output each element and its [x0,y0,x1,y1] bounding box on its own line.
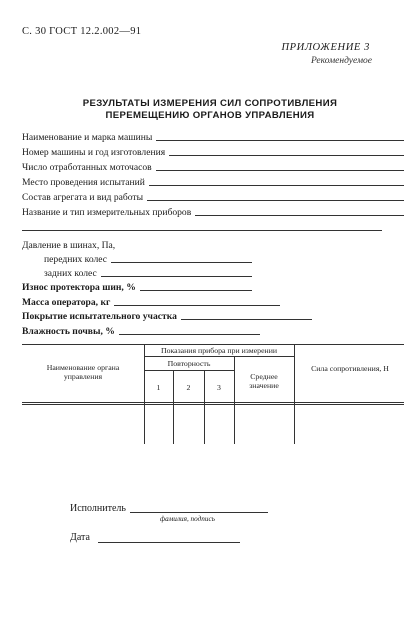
name-signature-caption: фамилия, подпись [160,515,215,523]
date-label: Дата [70,532,90,543]
field-tire-pressure [22,240,115,251]
appendix-label: ПРИЛОЖЕНИЕ 3 [281,42,370,53]
table-divider [144,356,294,357]
fill-line[interactable] [119,333,260,335]
fill-line[interactable] [195,214,404,216]
field-label: Число отработанных моточасов [22,162,152,173]
field-label: Давление в шинах, Па, [22,240,116,251]
field-instruments [22,207,404,218]
table-col-divider [234,356,235,444]
field-surface [22,311,312,322]
table-header-bottom-double [22,404,404,405]
fill-line[interactable] [181,318,312,320]
field-label: Состав агрегата и вид работы [22,192,144,203]
field-label: Масса оператора, кг [22,297,111,308]
table-repeat-1: 1 [156,383,161,392]
fill-line[interactable] [149,184,404,186]
field-label: Номер машины и год изготовления [22,147,166,158]
executor-signature-line[interactable] [130,512,268,513]
field-label: Название и тип измерительных приборов [22,207,192,218]
field-soil-moisture [22,326,260,337]
field-label: Покрытие испытательного участка [22,311,177,322]
fill-line[interactable] [140,289,252,291]
field-front-wheels [44,254,252,265]
fill-line[interactable] [147,199,404,201]
field-label: Наименование и марка машины [22,132,153,143]
table-header-mean: Среднее значение [249,372,279,390]
field-place [22,177,404,188]
table-col-divider [204,370,205,444]
field-hours [22,162,404,173]
document-title-line2: ПЕРЕМЕЩЕНИЮ ОРГАНОВ УПРАВЛЕНИЯ [105,110,315,121]
table-header-repeat: Повторность [167,359,211,368]
document-title-line1: РЕЗУЛЬТАТЫ ИЗМЕРЕНИЯ СИЛ СОПРОТИВЛЕНИЯ [82,98,338,109]
table-repeat-3: 3 [217,383,221,392]
field-label: Влажность почвы, % [22,326,115,337]
date-line[interactable] [98,542,240,543]
field-machine-number [22,147,404,158]
field-operator-mass [22,297,280,308]
fill-line[interactable] [169,154,404,156]
field-label: Износ протектора шин, % [22,282,136,293]
fill-line[interactable] [111,261,252,263]
page-reference: С. 30 ГОСТ 12.2.002—91 [22,26,142,37]
recommended-label: Рекомендуемое [310,56,372,66]
table-header-bottom [22,402,404,403]
field-label: передних колес [44,254,108,265]
field-machine-name [22,132,404,143]
table-header-readings: Показания прибора при измерении [160,346,278,355]
field-tread-wear [22,282,252,293]
table-col-divider [173,370,174,444]
field-rear-wheels [44,268,252,279]
executor-label: Исполнитель [70,503,126,514]
fill-line[interactable] [101,275,252,277]
fill-line[interactable] [114,304,280,306]
table-col-divider [294,344,295,444]
table-header-control: Наименование органа управления [46,363,120,381]
fill-line[interactable] [156,139,404,141]
fill-line-continuation[interactable] [22,230,382,231]
fill-line[interactable] [156,169,404,171]
table-header-force: Сила сопротивления, Н [311,364,389,373]
field-label: Место проведения испытаний [22,177,145,188]
field-label: задних колес [44,268,97,279]
field-unit [22,192,404,203]
table-repeat-2: 2 [186,383,191,392]
table-divider [144,370,234,371]
table-border-top [22,344,404,345]
